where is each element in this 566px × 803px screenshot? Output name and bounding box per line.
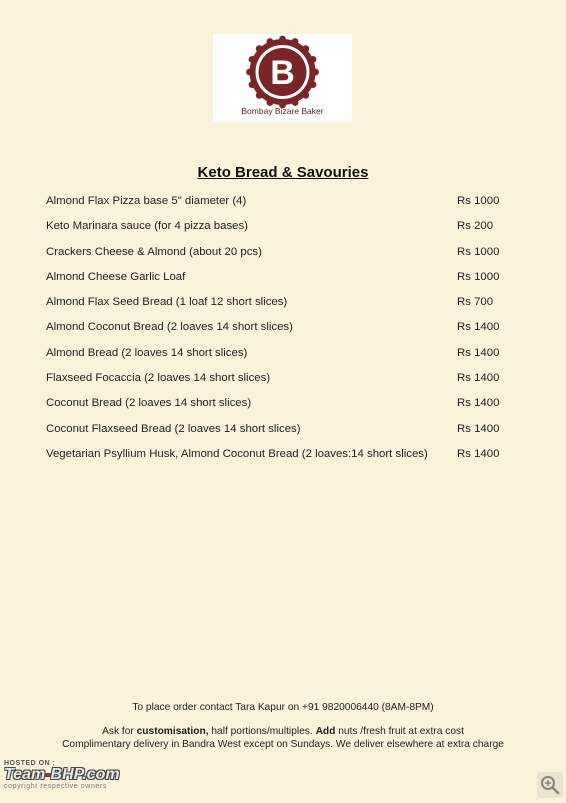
note-bold: Add <box>315 726 336 737</box>
item-price: Rs 1400 <box>457 422 500 435</box>
watermark-hosted: HOSTED ON : <box>4 760 56 767</box>
menu-list <box>46 193 516 471</box>
order-contact: To place order contact Tara Kapur on +91 9820006440 (8AM-8PM) <box>132 702 434 713</box>
item-name: Keto Marinara sauce (for 4 pizza bases) <box>46 220 248 233</box>
page-title: Keto Bread & Savouries <box>197 164 369 181</box>
watermark-brand-b: BHP.com <box>50 766 120 783</box>
list-item <box>46 395 516 420</box>
list-item <box>46 193 516 218</box>
list-item <box>46 294 516 319</box>
watermark-brand-dash: - <box>45 766 51 783</box>
list-item <box>46 446 516 471</box>
note-bold: customisation, <box>136 726 209 737</box>
item-price: Rs 1400 <box>457 397 500 410</box>
note-text: Ask for <box>102 726 137 737</box>
item-name: Almond Flax Pizza base 5" diameter (4) <box>46 195 247 207</box>
list-item <box>46 319 516 344</box>
note-text: nuts /fresh fruit at extra cost <box>335 726 464 737</box>
item-price: Rs 1400 <box>457 346 500 359</box>
list-item <box>46 345 516 370</box>
note-text: half portions/multiples. <box>208 726 316 737</box>
item-price: Rs 1000 <box>457 195 500 207</box>
item-name: Coconut Flaxseed Bread (2 loaves 14 short slices) <box>46 422 301 435</box>
list-item <box>46 269 516 294</box>
list-item <box>46 421 516 446</box>
item-name: Crackers Cheese & Almond (about 20 pcs) <box>46 245 262 258</box>
logo-letter: B <box>270 54 295 92</box>
item-price: Rs 1000 <box>457 245 500 258</box>
watermark-brand <box>4 767 120 783</box>
item-name: Almond Cheese Garlic Loaf <box>46 270 186 283</box>
customisation-note <box>0 726 566 737</box>
item-price: Rs 1400 <box>457 447 500 460</box>
item-name: Almond Coconut Bread (2 loaves 14 short slices) <box>46 321 293 334</box>
item-price: Rs 1000 <box>457 270 500 283</box>
list-item <box>46 218 516 243</box>
logo <box>213 34 352 122</box>
logo-name: Bombay Bizare Baker <box>241 106 324 116</box>
watermark-copyright: copyright respective owners <box>4 783 107 790</box>
watermark <box>4 760 120 790</box>
list-item <box>46 244 516 269</box>
item-name: Flaxseed Focaccia (2 loaves 14 short slices) <box>46 372 271 385</box>
magnifier-icon <box>537 772 563 798</box>
item-name: Vegetarian Psyllium Husk, Almond Coconut Bread (2 loaves:14 short slices) <box>46 447 428 460</box>
watermark-brand-a: Team <box>4 766 46 783</box>
item-price: Rs 1400 <box>457 372 500 385</box>
item-name: Almond Flax Seed Bread (1 loaf 12 short slices) <box>46 296 288 309</box>
delivery-note: Complimentary delivery in Bandra West except on Sundays. We deliver elsewhere at extra charge <box>62 739 504 750</box>
list-item <box>46 370 516 395</box>
item-name: Almond Bread (2 loaves 14 short slices) <box>46 346 248 359</box>
item-price: Rs 1400 <box>457 321 500 334</box>
item-price: Rs 700 <box>457 296 494 309</box>
zoom-button[interactable] <box>537 772 563 798</box>
item-name: Coconut Bread (2 loaves 14 short slices) <box>46 397 252 410</box>
item-price: Rs 200 <box>457 220 494 233</box>
